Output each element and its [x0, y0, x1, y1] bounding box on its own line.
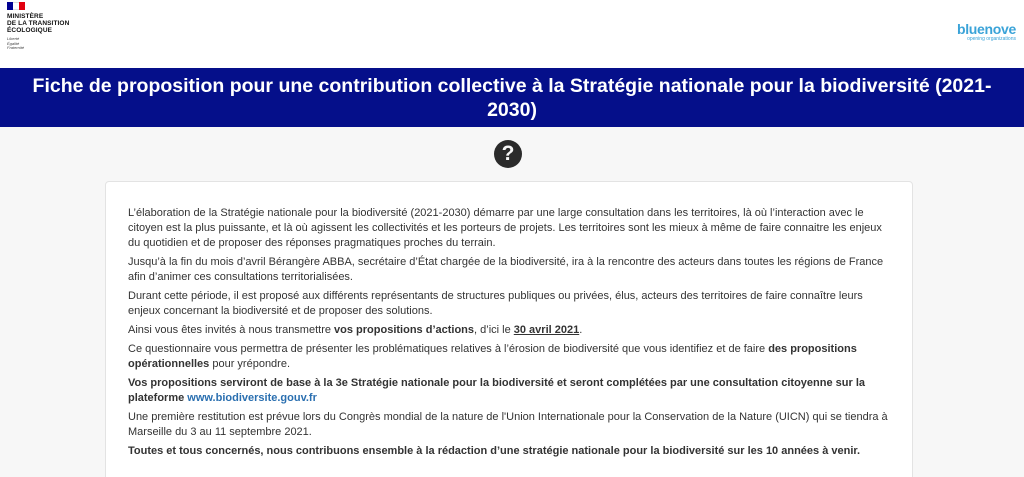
intro-paragraph-8: Toutes et tous concernés, nous contribuons ensemble à la rédaction d’une stratégie nationale pour la biodiversité sur les 10 années à venir. — [128, 445, 861, 457]
top-bar — [0, 0, 1024, 68]
intro-paragraph-4: Ainsi vous êtes invités à nous transmettre vos propositions d’actions, d’ici le 30 avril 2021. — [128, 324, 583, 337]
intro-card — [105, 181, 913, 477]
intro-paragraph-6: Vos propositions serviront de base à la 3e Stratégie nationale pour la biodiversité et seront complétées par une consultation citoyenne sur la plateforme www.biodiversite.gouv.fr — [128, 377, 865, 405]
intro-paragraph-1: L’élaboration de la Stratégie nationale pour la biodiversité (2021-2030) démarre par une large consultation dans les territoires, là où l’interaction avec le citoyen est la plus puissante, et là où agissent les collectivités et les porteurs de projets. Les territoires sont les mieux à même de faire connaitre les enjeux du quotidien et de proposer des réponses pragmatiques proches du terrain. — [128, 207, 882, 250]
bluenove-logo[interactable] — [957, 22, 1016, 42]
ministry-logo[interactable] — [7, 2, 97, 62]
page-title: Fiche de proposition pour une contribution collective à la Stratégie nationale pour la biodiversité (2021-2030) — [32, 74, 992, 121]
intro-paragraph-7: Une première restitution est prévue lors du Congrès mondial de la nature de l'Union Internationale pour la Conservation de la Nature (UICN) qui se tiendra à Marseille du 3 au 11 septembre 2021. — [128, 411, 888, 439]
intro-paragraph-5: Ce questionnaire vous permettra de présenter les problématiques relatives à l’érosion de biodiversité que vous identifiez et de faire des propositions opérationnelles pour yrépondre. — [128, 343, 857, 371]
intro-paragraph-3: Durant cette période, il est proposé aux différents représentants de structures publiques ou privées, élus, acteurs des territoires de faire connaître leurs enjeux concernant la biodiversité et de proposer des solutions. — [128, 290, 863, 318]
french-flag-icon — [7, 2, 25, 10]
question-circle-icon[interactable]: ? — [494, 140, 522, 168]
biodiversite-link[interactable]: www.biodiversite.gouv.fr — [187, 392, 317, 405]
ministry-name: MINISTÈRE DE LA TRANSITION ÉCOLOGIQUE — [7, 13, 70, 34]
bluenove-name: bluenove — [956, 21, 1016, 37]
deadline-date: 30 avril 2021 — [513, 324, 580, 337]
republic-motto: Liberté Égalité Fraternité — [7, 36, 25, 51]
intro-paragraph-2: Jusqu’à la fin du mois d’avril Bérangère ABBA, secrétaire d’État chargée de la biodiversité, ira à la rencontre des acteurs dans toutes les régions de France afin d’animer ces consultations territorialisées. — [128, 256, 884, 284]
title-banner — [0, 68, 1024, 127]
bluenove-tagline: opening organizations — [967, 36, 1016, 42]
